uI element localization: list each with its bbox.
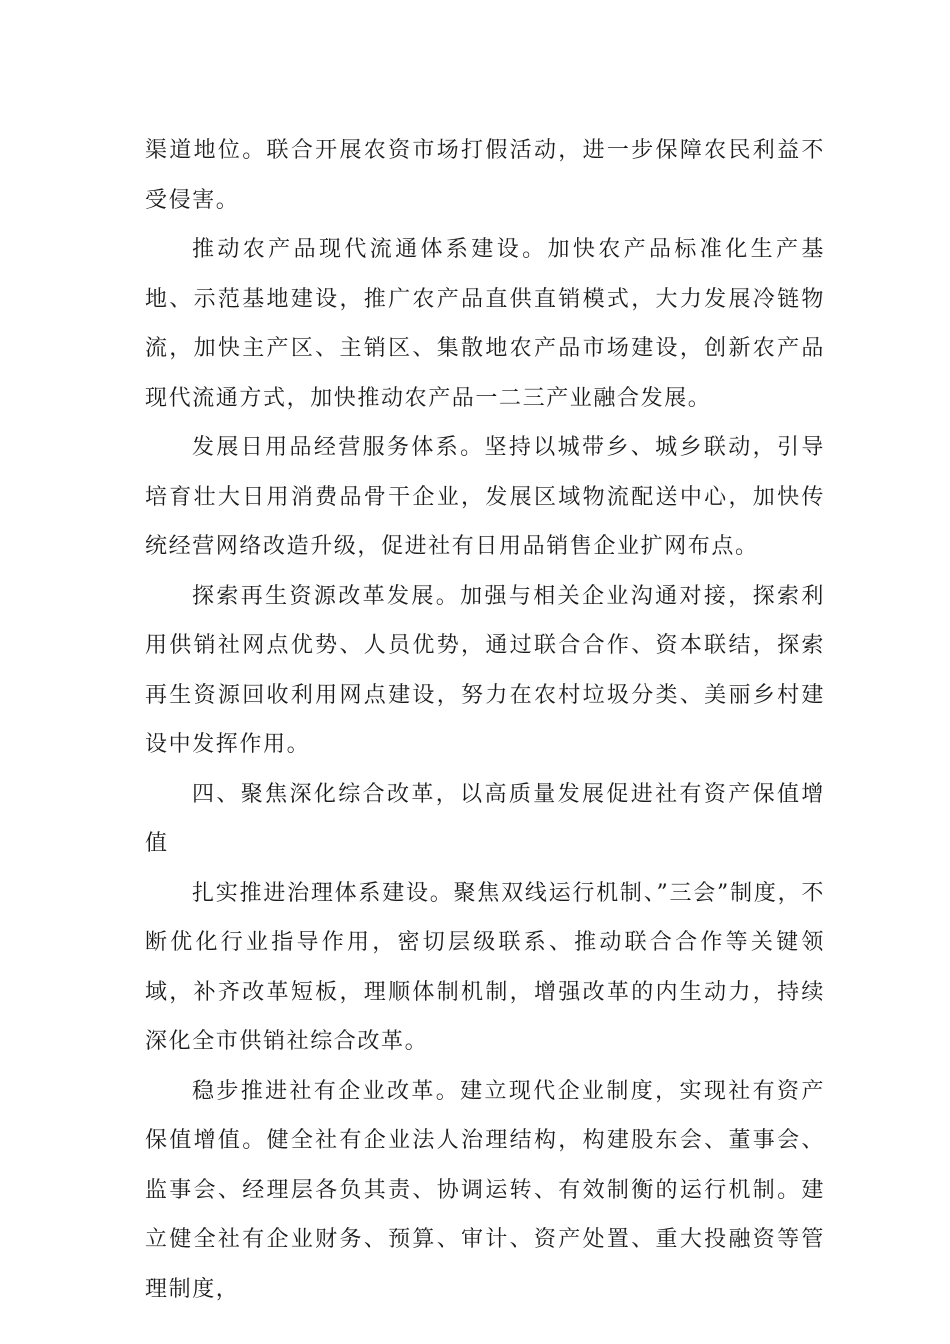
paragraph-4: 探索再生资源改革发展。加强与相关企业沟通对接，探索利用供销社网点优势、人员优势，通过联合合作、资本联结，探索再生资源回收利用网点建设，努力在农村垃圾分类、美丽乡村建设中发挥作用。 [145, 583, 825, 757]
paragraph-1: 渠道地位。联合开展农资市场打假活动，进一步保障农民利益不受侵害。 [145, 138, 825, 213]
paragraph-5: 扎实推进治理体系建设。聚焦双线运行机制、”三会”制度，不断优化行业指导作用，密切层级联系、推动联合合作等关键领域，补齐改革短板，理顺体制机制，增强改革的内生动力，持续深化全市供销社综合改革。 [145, 880, 825, 1054]
paragraph-6: 稳步推进社有企业改革。建立现代企业制度，实现社有资产保值增值。健全社有企业法人治理结构，构建股东会、董事会、监事会、经理层各负其责、协调运转、有效制衡的运行机制。建立健全社有企业财务、预算、审计、资产处置、重大投融资等管理制度， [145, 1078, 825, 1302]
document-body [145, 126, 825, 1314]
paragraph-2: 推动农产品现代流通体系建设。加快农产品标准化生产基地、示范基地建设，推广农产品直供直销模式，大力发展冷链物流，加快主产区、主销区、集散地农产品市场建设，创新农产品现代流通方式，加快推动农产品一二三产业融合发展。 [145, 237, 825, 411]
paragraph-3: 发展日用品经营服务体系。坚持以城带乡、城乡联动，引导培育壮大日用消费品骨干企业，发展区域物流配送中心，加快传统经营网络改造升级，促进社有日用品销售企业扩网布点。 [145, 435, 825, 559]
section-heading-4: 四、聚焦深化综合改革，以高质量发展促进社有资产保值增值 [145, 781, 825, 856]
